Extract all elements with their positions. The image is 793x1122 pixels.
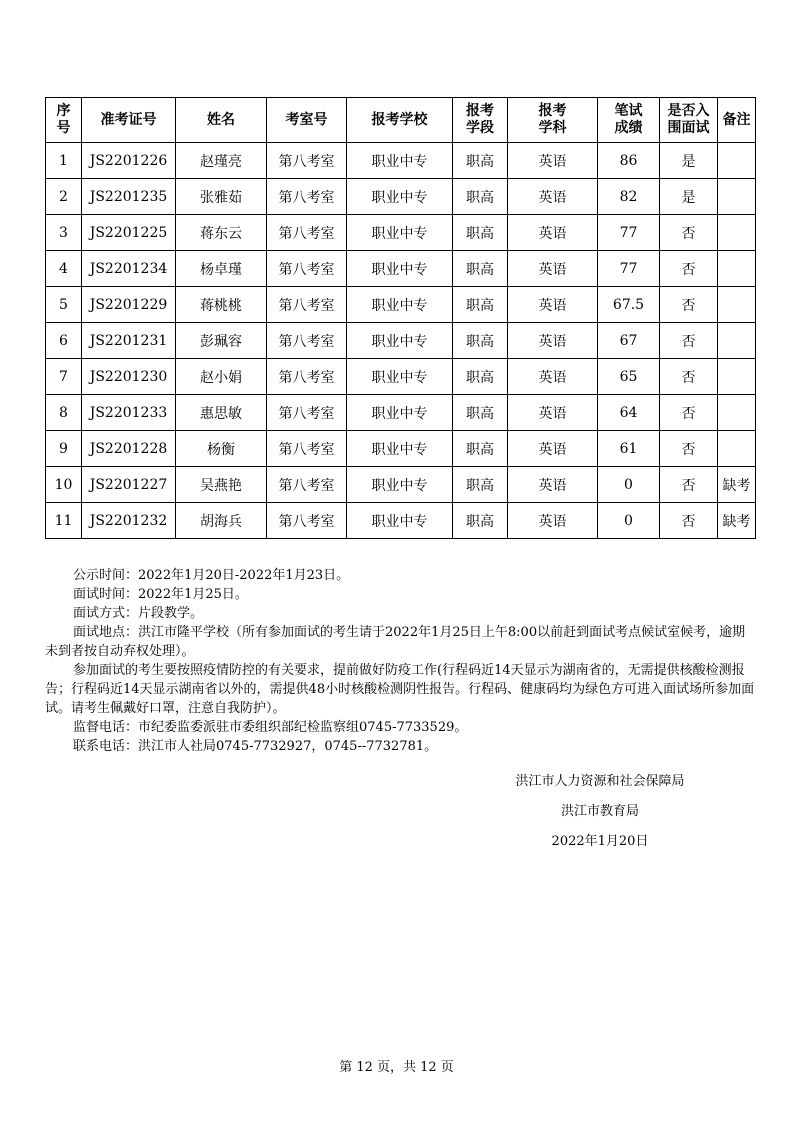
table-cell: 4 <box>46 251 82 287</box>
table-cell: 第八考室 <box>267 143 347 179</box>
signature-org-education: 洪江市教育局 <box>560 804 639 819</box>
signature-date: 2022年1月20日 <box>551 834 649 849</box>
table-cell: 彭珮容 <box>176 323 267 359</box>
column-header-text: 成绩 <box>614 120 643 136</box>
table-cell: 职高 <box>453 215 508 251</box>
table-cell: 0 <box>598 467 660 503</box>
table-cell: 英语 <box>508 251 598 287</box>
column-header <box>82 98 176 143</box>
table-cell: 67 <box>598 323 660 359</box>
table-cell: 是 <box>660 143 718 179</box>
column-header-text: 报考学校 <box>371 111 428 128</box>
note-interview-method: 面试方式：片段教学。 <box>73 606 204 621</box>
column-header-text: 考室号 <box>285 111 328 128</box>
table-cell: JS2201234 <box>82 251 176 287</box>
table-cell: 英语 <box>508 179 598 215</box>
table-cell: 第八考室 <box>267 431 347 467</box>
table-cell: 65 <box>598 359 660 395</box>
table-cell: 86 <box>598 143 660 179</box>
table-cell: 是 <box>660 179 718 215</box>
table-cell: 第八考室 <box>267 503 347 539</box>
table-cell: JS2201231 <box>82 323 176 359</box>
table-cell: 蒋桃桃 <box>176 287 267 323</box>
table-cell: 职高 <box>453 287 508 323</box>
table-cell <box>718 395 756 431</box>
table-cell: 10 <box>46 467 82 503</box>
table-cell: 英语 <box>508 395 598 431</box>
table-cell: 否 <box>660 251 718 287</box>
table-cell: 67.5 <box>598 287 660 323</box>
table-row <box>46 431 756 467</box>
table-cell: JS2201228 <box>82 431 176 467</box>
note-contact-phone: 联系电话：洪江市人社局0745-7732927，0745--7732781。 <box>73 739 438 754</box>
page-footer: 第 12 页，共 12 页 <box>339 1060 454 1075</box>
table-row <box>46 395 756 431</box>
table-cell: 否 <box>660 287 718 323</box>
table-cell: 第八考室 <box>267 251 347 287</box>
table-cell: 英语 <box>508 323 598 359</box>
table-cell: JS2201232 <box>82 503 176 539</box>
table-cell: 职业中专 <box>347 287 453 323</box>
table-cell: JS2201229 <box>82 287 176 323</box>
table-cell: 第八考室 <box>267 179 347 215</box>
table-cell: 职高 <box>453 323 508 359</box>
column-header-text: 学科 <box>538 120 567 136</box>
table-cell: 职高 <box>453 467 508 503</box>
table-cell <box>718 359 756 395</box>
table-cell: 职业中专 <box>347 251 453 287</box>
column-header-text: 报考 <box>466 103 494 119</box>
table-cell: 否 <box>660 395 718 431</box>
table-cell: 否 <box>660 359 718 395</box>
column-header-text: 是否入 <box>667 103 710 119</box>
column-header-text: 笔试 <box>614 103 643 119</box>
table-cell: 赵小娟 <box>176 359 267 395</box>
table-cell: 职业中专 <box>347 359 453 395</box>
note-supervision-phone: 监督电话：市纪委监委派驻市委组织部纪检监察组0745-7733529。 <box>73 720 468 735</box>
table-cell: 第八考室 <box>267 359 347 395</box>
table-cell: 职高 <box>453 359 508 395</box>
table-cell: 否 <box>660 215 718 251</box>
table-cell <box>718 287 756 323</box>
table-cell: 英语 <box>508 215 598 251</box>
table-cell: 职业中专 <box>347 503 453 539</box>
table-cell: 蒋东云 <box>176 215 267 251</box>
table-cell: 职业中专 <box>347 431 453 467</box>
column-header-text: 学段 <box>466 120 494 136</box>
table-cell <box>718 143 756 179</box>
column-header-text: 备注 <box>722 111 751 128</box>
table-row <box>46 467 756 503</box>
note-epidemic-requirements: 参加面试的考生要按照疫情防控的有关要求，提前做好防疫工作(行程码近14天显示为湖南省的，无需提供核酸检测报告；行程码近14天显示湖南省以外的，需提供48小时核酸检测阴性报告。行程码、健康码均为绿色方可进入面试场所参加面试。请考生佩戴好口罩，注意自我防护）。 <box>45 663 755 716</box>
table-cell: 64 <box>598 395 660 431</box>
column-header <box>453 98 508 143</box>
table-cell: 职高 <box>453 179 508 215</box>
column-header <box>176 98 267 143</box>
table-cell: 职业中专 <box>347 215 453 251</box>
table-cell: 职业中专 <box>347 143 453 179</box>
column-header-text: 号 <box>56 120 71 136</box>
table-cell: 第八考室 <box>267 287 347 323</box>
table-cell: 赵瑾亮 <box>176 143 267 179</box>
table-row <box>46 359 756 395</box>
table-cell: 否 <box>660 431 718 467</box>
table-cell: 惠思敏 <box>176 395 267 431</box>
column-header <box>598 98 660 143</box>
table-row <box>46 323 756 359</box>
table-cell: 职高 <box>453 503 508 539</box>
table-row <box>46 251 756 287</box>
column-header <box>347 98 453 143</box>
table-cell: 英语 <box>508 287 598 323</box>
column-header-text: 准考证号 <box>100 111 157 128</box>
table-cell: JS2201230 <box>82 359 176 395</box>
table-cell: 2 <box>46 179 82 215</box>
table-cell: 6 <box>46 323 82 359</box>
table-cell: JS2201225 <box>82 215 176 251</box>
table-row <box>46 503 756 539</box>
table-cell: 职业中专 <box>347 179 453 215</box>
table-cell: JS2201235 <box>82 179 176 215</box>
table-cell: 0 <box>598 503 660 539</box>
table-cell: 8 <box>46 395 82 431</box>
table-body <box>46 143 756 539</box>
note-interview-time: 面试时间：2022年1月25日。 <box>73 587 248 602</box>
table-cell: 吴燕艳 <box>176 467 267 503</box>
signature-block <box>470 770 730 860</box>
column-header-text: 姓名 <box>207 111 235 128</box>
table-cell: 张雅茹 <box>176 179 267 215</box>
table-cell: JS2201226 <box>82 143 176 179</box>
table-cell: 5 <box>46 287 82 323</box>
table-cell: 缺考 <box>718 467 756 503</box>
table-cell: 77 <box>598 251 660 287</box>
table-cell <box>718 251 756 287</box>
table-row <box>46 143 756 179</box>
column-header-text: 围面试 <box>667 120 710 136</box>
table-cell: 职高 <box>453 143 508 179</box>
table-cell: 职业中专 <box>347 323 453 359</box>
table-cell: 职业中专 <box>347 395 453 431</box>
table-cell: 第八考室 <box>267 215 347 251</box>
column-header <box>660 98 718 143</box>
table-cell: 职高 <box>453 431 508 467</box>
table-cell: 否 <box>660 323 718 359</box>
table-cell: 英语 <box>508 431 598 467</box>
table-cell: 第八考室 <box>267 395 347 431</box>
column-header <box>508 98 598 143</box>
table-cell <box>718 431 756 467</box>
table-cell: 胡海兵 <box>176 503 267 539</box>
table-cell: 7 <box>46 359 82 395</box>
notice-notes <box>45 566 757 756</box>
column-header <box>267 98 347 143</box>
table-cell: 职高 <box>453 395 508 431</box>
table-cell: 82 <box>598 179 660 215</box>
table-cell: 1 <box>46 143 82 179</box>
table-cell: 61 <box>598 431 660 467</box>
signature-org-hr: 洪江市人力资源和社会保障局 <box>515 774 685 789</box>
table-cell: 英语 <box>508 467 598 503</box>
table-cell: JS2201233 <box>82 395 176 431</box>
table-cell: 英语 <box>508 503 598 539</box>
note-publicity-time: 公示时间：2022年1月20日-2022年1月23日。 <box>73 568 350 583</box>
table-cell: 77 <box>598 215 660 251</box>
column-header-text: 序 <box>56 103 71 119</box>
table-cell <box>718 215 756 251</box>
table-cell: 职业中专 <box>347 467 453 503</box>
table-cell: 缺考 <box>718 503 756 539</box>
table-row <box>46 215 756 251</box>
table-cell: 否 <box>660 467 718 503</box>
table-row <box>46 179 756 215</box>
column-header <box>46 98 82 143</box>
table-cell: 职高 <box>453 251 508 287</box>
table-cell: 第八考室 <box>267 323 347 359</box>
table-cell: 否 <box>660 503 718 539</box>
note-interview-location: 面试地点：洪江市隆平学校（所有参加面试的考生请于2022年1月25日上午8:00以前赶到面试考点候试室候考，逾期未到者按自动弃权处理）。 <box>45 625 746 659</box>
results-table <box>45 97 756 539</box>
table-cell: 第八考室 <box>267 467 347 503</box>
table-cell: 杨卓瑾 <box>176 251 267 287</box>
table-cell: 杨衡 <box>176 431 267 467</box>
table-cell: 3 <box>46 215 82 251</box>
table-cell: 9 <box>46 431 82 467</box>
table-cell <box>718 323 756 359</box>
table-cell: JS2201227 <box>82 467 176 503</box>
table-cell: 英语 <box>508 143 598 179</box>
column-header <box>718 98 756 143</box>
column-header-text: 报考 <box>538 103 567 119</box>
table-header-row <box>46 98 756 143</box>
table-cell: 英语 <box>508 359 598 395</box>
table-row <box>46 287 756 323</box>
table-cell <box>718 179 756 215</box>
table-cell: 11 <box>46 503 82 539</box>
